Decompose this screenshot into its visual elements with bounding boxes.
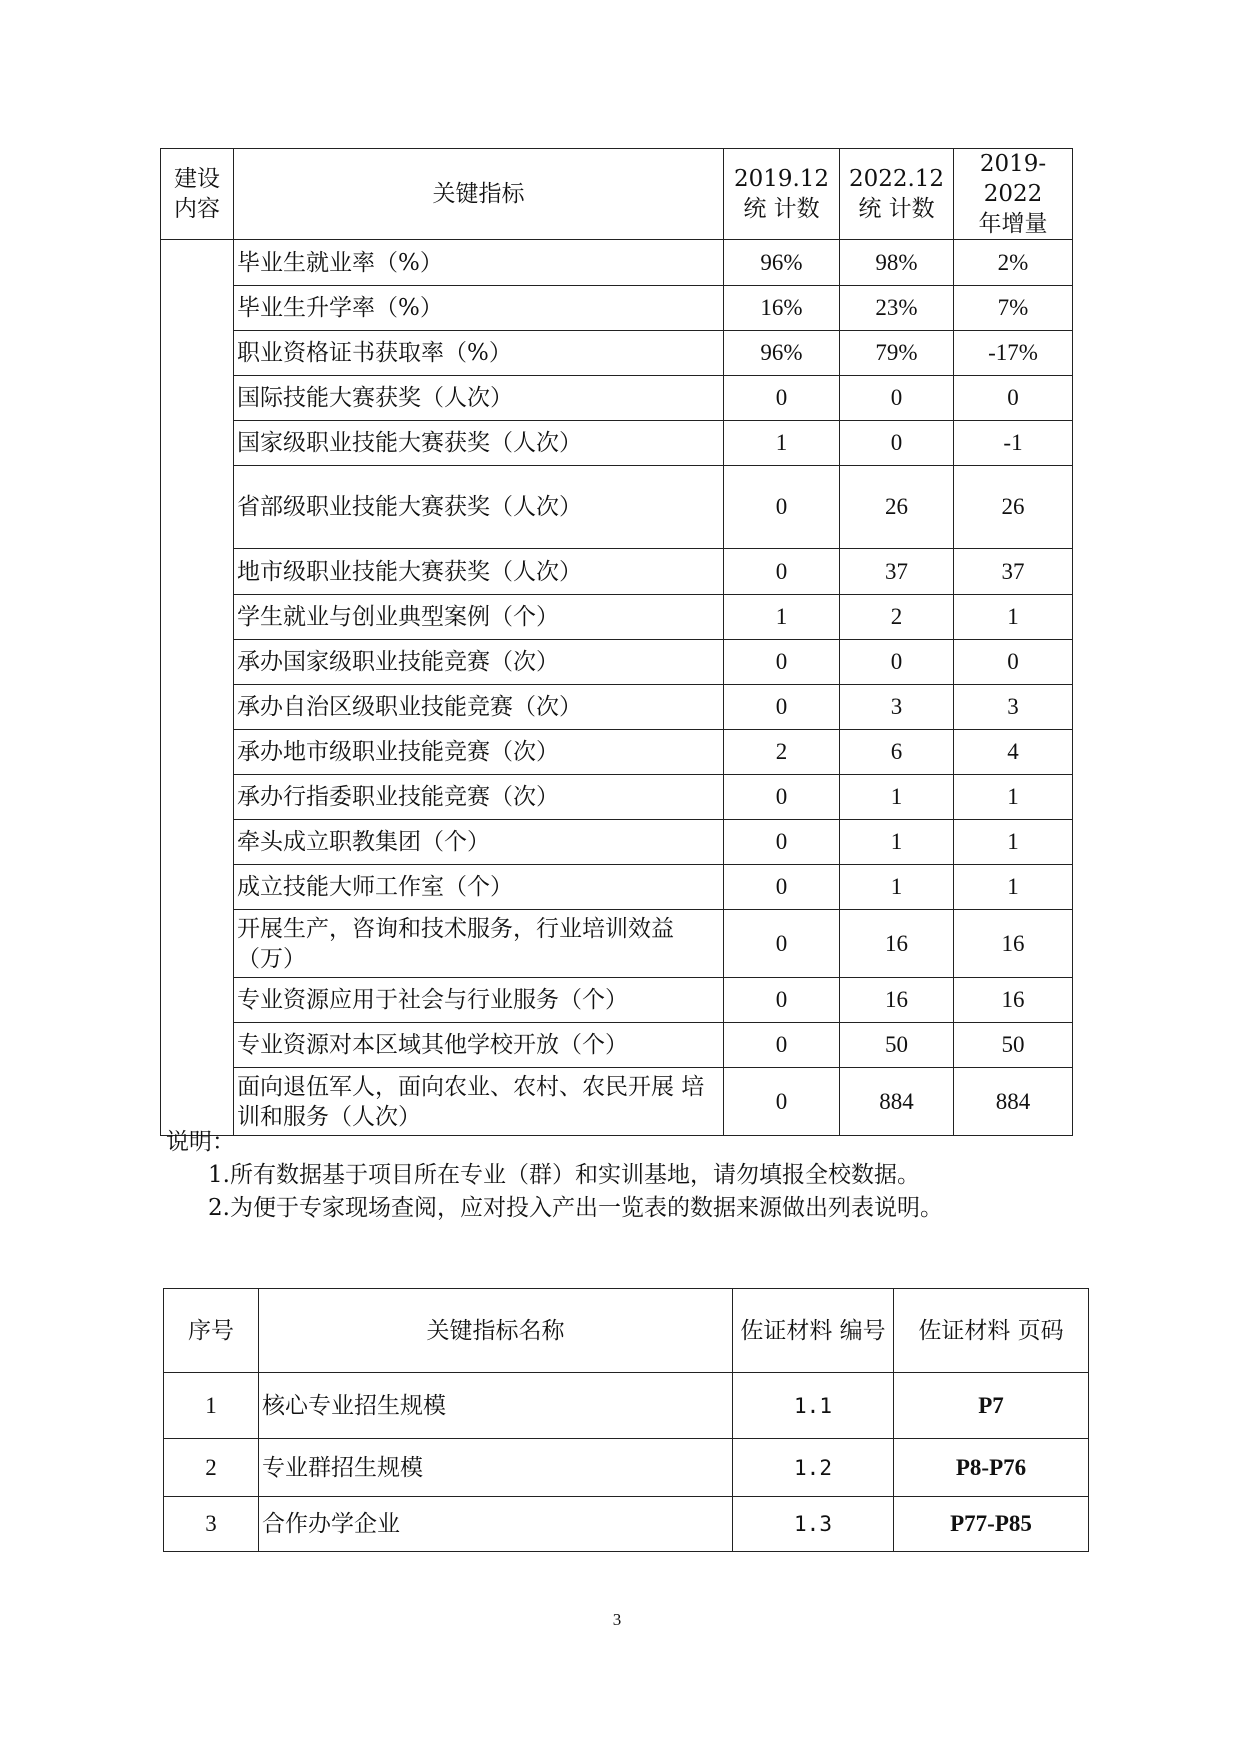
indicator-cell: 毕业生升学率（%） — [234, 286, 724, 331]
indicator-cell: 开展生产，咨询和技术服务，行业培训效益（万） — [234, 910, 724, 978]
value-2019-cell: 0 — [724, 549, 840, 595]
value-2019-cell: 0 — [724, 820, 840, 865]
value-2022-cell: 37 — [840, 549, 954, 595]
table-row — [161, 820, 1073, 865]
table-row — [164, 1497, 1089, 1552]
table-row — [161, 240, 1073, 286]
indicator-cell: 承办地市级职业技能竞赛（次） — [234, 730, 724, 775]
header-2022: 2022.12 统 计数 — [840, 149, 954, 240]
value-2019-cell: 0 — [724, 1068, 840, 1136]
header-number: 序号 — [164, 1289, 259, 1373]
increase-cell: -17% — [954, 331, 1073, 376]
value-2022-cell: 884 — [840, 1068, 954, 1136]
table-row — [161, 421, 1073, 466]
table-row — [161, 286, 1073, 331]
header-increase: 2019-2022 年增量 — [954, 149, 1073, 240]
table-row — [161, 685, 1073, 730]
evidence-code-cell: 1.2 — [733, 1439, 894, 1497]
value-2022-cell: 23% — [840, 286, 954, 331]
indicator-name-cell: 专业群招生规模 — [259, 1439, 733, 1497]
header-indicator-name: 关键指标名称 — [259, 1289, 733, 1373]
increase-cell: 4 — [954, 730, 1073, 775]
value-2022-cell: 0 — [840, 376, 954, 421]
value-2022-cell: 0 — [840, 640, 954, 685]
increase-cell: 7% — [954, 286, 1073, 331]
table-row — [164, 1373, 1089, 1439]
evidence-page-cell: P77-P85 — [894, 1497, 1089, 1552]
increase-cell: 2% — [954, 240, 1073, 286]
note-item: 1.所有数据基于项目所在专业（群）和实训基地，请勿填报全校数据。 — [208, 1162, 920, 1188]
increase-cell: 26 — [954, 466, 1073, 549]
value-2022-cell: 1 — [840, 775, 954, 820]
indicator-cell: 成立技能大师工作室（个） — [234, 865, 724, 910]
indicator-cell: 专业资源对本区域其他学校开放（个） — [234, 1023, 724, 1068]
value-2019-cell: 1 — [724, 421, 840, 466]
increase-cell: 1 — [954, 595, 1073, 640]
note-item: 2.为便于专家现场查阅，应对投入产出一览表的数据来源做出列表说明。 — [208, 1195, 943, 1221]
value-2019-cell: 16% — [724, 286, 840, 331]
value-2022-cell: 2 — [840, 595, 954, 640]
value-2022-cell: 16 — [840, 910, 954, 978]
number-cell: 3 — [164, 1497, 259, 1552]
value-2019-cell: 0 — [724, 640, 840, 685]
number-cell: 1 — [164, 1373, 259, 1439]
table-row — [161, 1023, 1073, 1068]
table-row — [161, 640, 1073, 685]
table-row — [161, 775, 1073, 820]
increase-cell: 884 — [954, 1068, 1073, 1136]
indicator-cell: 学生就业与创业典型案例（个） — [234, 595, 724, 640]
indicator-cell: 承办行指委职业技能竞赛（次） — [234, 775, 724, 820]
table-row — [161, 331, 1073, 376]
value-2019-cell: 0 — [724, 1023, 840, 1068]
value-2022-cell: 50 — [840, 1023, 954, 1068]
increase-cell: 0 — [954, 640, 1073, 685]
increase-cell: 50 — [954, 1023, 1073, 1068]
page-number: 3 — [612, 1610, 622, 1629]
table-row — [164, 1439, 1089, 1497]
header-row — [164, 1289, 1089, 1373]
increase-cell: -1 — [954, 421, 1073, 466]
table-row — [161, 865, 1073, 910]
header-key-indicator: 关键指标 — [234, 149, 724, 240]
evidence-code-cell: 1.1 — [733, 1373, 894, 1439]
value-2019-cell: 0 — [724, 775, 840, 820]
indicator-name-cell: 合作办学企业 — [259, 1497, 733, 1552]
increase-cell: 37 — [954, 549, 1073, 595]
increase-cell: 1 — [954, 865, 1073, 910]
indicator-cell: 承办国家级职业技能竞赛（次） — [234, 640, 724, 685]
value-2022-cell: 16 — [840, 978, 954, 1023]
value-2019-cell: 0 — [724, 910, 840, 978]
table-row — [161, 549, 1073, 595]
indicator-name-cell: 核心专业招生规模 — [259, 1373, 733, 1439]
notes — [166, 1126, 943, 1225]
value-2019-cell: 2 — [724, 730, 840, 775]
table-row — [161, 730, 1073, 775]
indicator-cell: 省部级职业技能大赛获奖（人次） — [234, 466, 724, 549]
evidence-page-cell: P7 — [894, 1373, 1089, 1439]
indicator-cell: 专业资源应用于社会与行业服务（个） — [234, 978, 724, 1023]
indicator-cell: 国家级职业技能大赛获奖（人次） — [234, 421, 724, 466]
value-2019-cell: 0 — [724, 685, 840, 730]
indicator-cell: 国际技能大赛获奖（人次） — [234, 376, 724, 421]
table-row — [161, 376, 1073, 421]
increase-cell: 16 — [954, 910, 1073, 978]
header-construction-content: 建设 内容 — [161, 149, 234, 240]
indicator-cell: 牵头成立职教集团（个） — [234, 820, 724, 865]
indicator-cell: 职业资格证书获取率（%） — [234, 331, 724, 376]
header-row — [161, 149, 1073, 240]
indicator-cell: 面向退伍军人，面向农业、农村、农民开展 培训和服务（人次） — [234, 1068, 724, 1136]
value-2022-cell: 98% — [840, 240, 954, 286]
increase-cell: 1 — [954, 820, 1073, 865]
indicator-cell: 毕业生就业率（%） — [234, 240, 724, 286]
header-evidence-page: 佐证材料 页码 — [894, 1289, 1089, 1373]
key-indicators-table — [160, 148, 1073, 1136]
table-row — [161, 978, 1073, 1023]
notes-title: 说明： — [166, 1129, 235, 1155]
value-2019-cell: 0 — [724, 865, 840, 910]
table-row — [161, 595, 1073, 640]
value-2019-cell: 0 — [724, 376, 840, 421]
value-2022-cell: 3 — [840, 685, 954, 730]
value-2019-cell: 1 — [724, 595, 840, 640]
construction-content-cell — [161, 240, 234, 1136]
value-2022-cell: 1 — [840, 820, 954, 865]
value-2019-cell: 0 — [724, 466, 840, 549]
evidence-page-cell: P8-P76 — [894, 1439, 1089, 1497]
table-row — [161, 910, 1073, 978]
evidence-table — [163, 1288, 1089, 1552]
indicator-cell: 承办自治区级职业技能竞赛（次） — [234, 685, 724, 730]
header-2019: 2019.12 统 计数 — [724, 149, 840, 240]
value-2022-cell: 79% — [840, 331, 954, 376]
value-2022-cell: 6 — [840, 730, 954, 775]
table-row — [161, 466, 1073, 549]
indicator-cell: 地市级职业技能大赛获奖（人次） — [234, 549, 724, 595]
value-2022-cell: 0 — [840, 421, 954, 466]
increase-cell: 16 — [954, 978, 1073, 1023]
value-2019-cell: 0 — [724, 978, 840, 1023]
increase-cell: 1 — [954, 775, 1073, 820]
increase-cell: 3 — [954, 685, 1073, 730]
number-cell: 2 — [164, 1439, 259, 1497]
value-2022-cell: 1 — [840, 865, 954, 910]
value-2022-cell: 26 — [840, 466, 954, 549]
evidence-code-cell: 1.3 — [733, 1497, 894, 1552]
increase-cell: 0 — [954, 376, 1073, 421]
value-2019-cell: 96% — [724, 240, 840, 286]
header-evidence-code: 佐证材料 编号 — [733, 1289, 894, 1373]
value-2019-cell: 96% — [724, 331, 840, 376]
